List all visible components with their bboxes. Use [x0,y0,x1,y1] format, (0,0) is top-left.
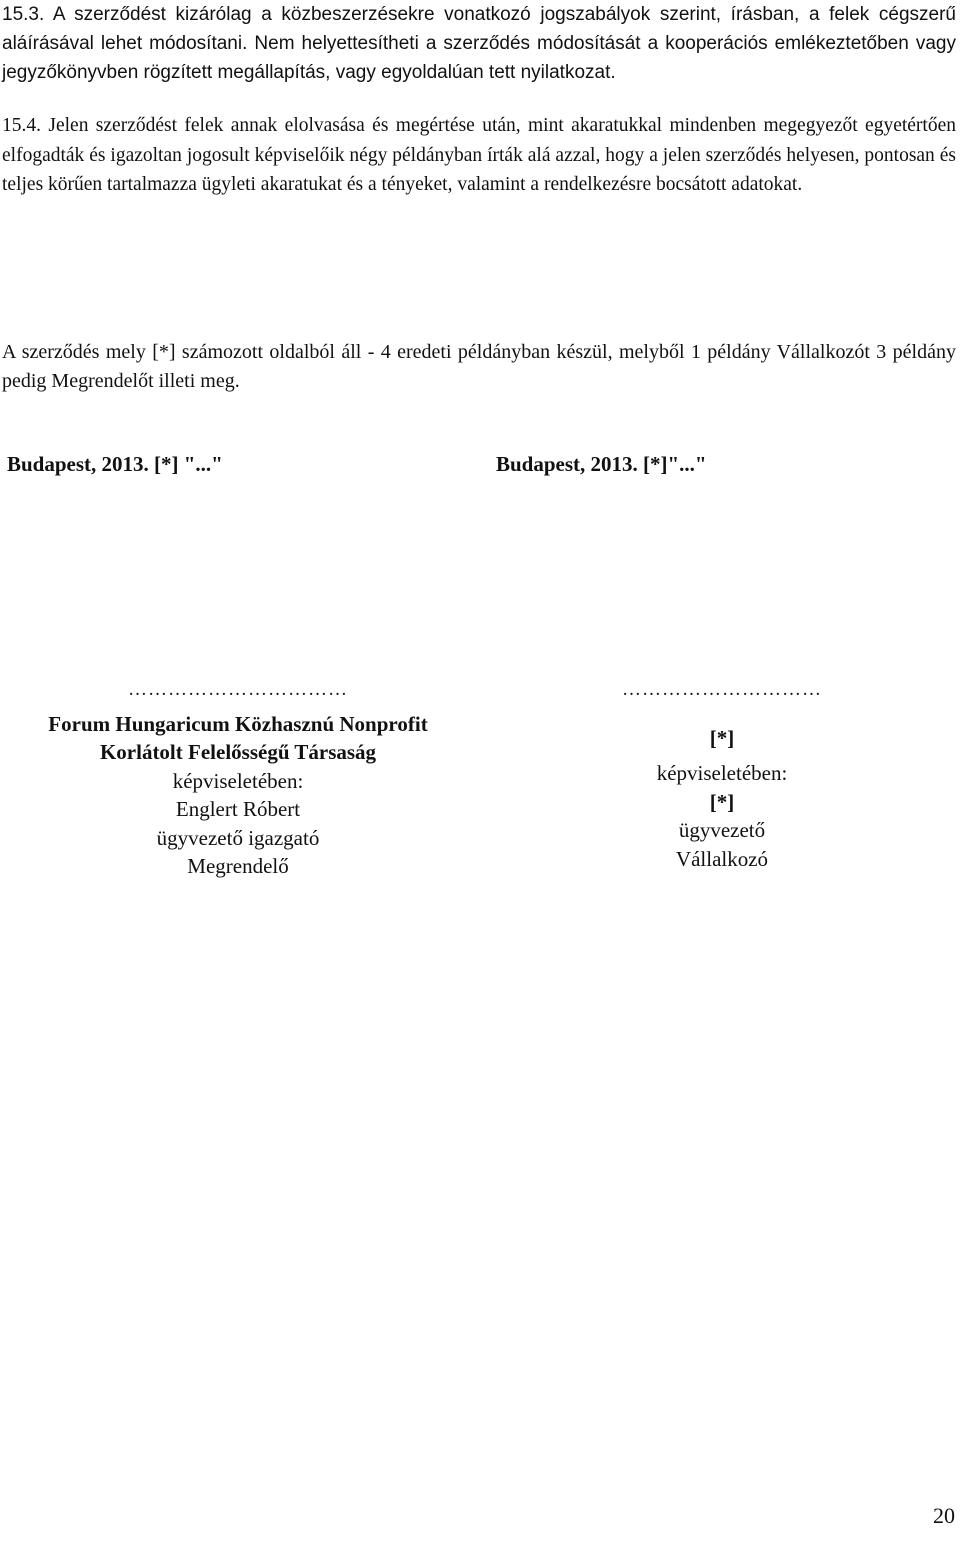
paragraph-15-4: 15.4. Jelen szerződést felek annak elolvasása és megértése után, mint akaratukkal mindenben megegyezőt egyetértően elfogadták és igazoltan jogosult képviselőik négy példányban írták alá azzal, hogy a jelen szerződés helyesen, pontosan és teljes körűen tartalmazza ügyleti akaratukat és a tényeket, valamint a rendelkezésre bocsátott adatokat. [2,115,956,195]
orderer-role: Megrendelő [187,854,289,878]
closing-paragraph: A szerződés mely [*] számozott oldalból áll - 4 eredeti példányban készül, melyből 1 példány Vállalkozót 3 példány pedig Megrendelőt illeti meg. [2,341,956,392]
contractor-name: [*] [709,789,735,814]
page-number: 20 [933,1503,955,1528]
orderer-org-line2: Korlátolt Felelősségű Társaság [99,740,377,764]
orderer-title: ügyvezető igazgató [156,825,320,850]
signature-line-right: ………………………… [622,679,822,700]
date-right: Budapest, 2013. [*]"..." [496,452,707,476]
contractor-title: ügyvezető [678,818,766,842]
orderer-org-line1: Forum Hungaricum Közhasznú Nonprofit [48,712,428,736]
orderer-represented-by: képviseletében: [172,768,304,793]
signature-block-right [484,675,960,873]
contractor-represented-by: képviseletében: [656,761,788,785]
contractor-org: [*] [709,726,735,750]
contractor-role: Vállalkozó [675,846,769,871]
signature-block-left [0,675,476,881]
orderer-name: Englert Róbert [175,797,301,821]
date-left: Budapest, 2013. [*] "..." [7,452,223,476]
signature-line-left: …………………………… [128,679,348,700]
paragraph-15-3: 15.3. A szerződést kizárólag a közbeszerzésekre vonatkozó jogszabályok szerint, írásban, a felek cégszerű aláírásával lehet módosítani. Nem helyettesítheti a szerződés módosítását a kooperációs emlékeztetőben vagy jegyzőkönyvben rögzített megállapítás, vagy egyoldalúan tett nyilatkozat. [2,4,956,83]
